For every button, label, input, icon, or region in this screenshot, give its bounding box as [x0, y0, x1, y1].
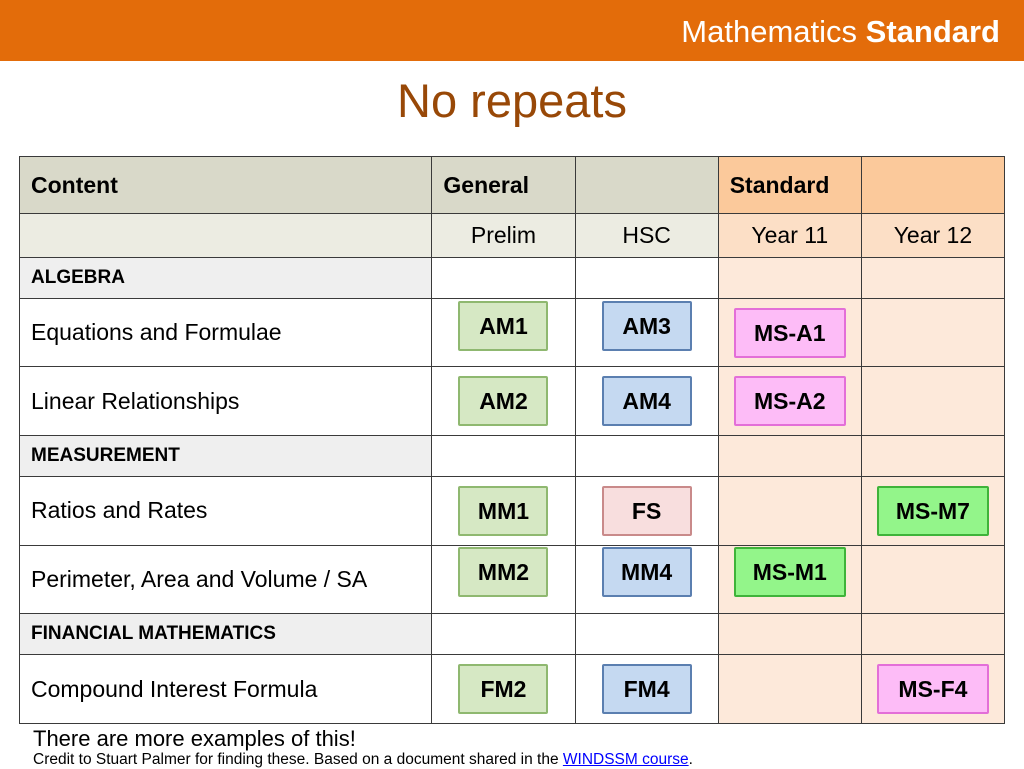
- course-badge: MS-M7: [877, 486, 989, 536]
- subheader-year-11: Year 11: [718, 214, 861, 257]
- empty-cell: [861, 257, 1004, 298]
- course-badge: FM4: [602, 664, 692, 714]
- course-badge: AM1: [458, 301, 548, 351]
- empty-cell: [861, 435, 1004, 476]
- col-header-standard-blank: [861, 157, 1004, 214]
- hsc-cell: [575, 477, 718, 545]
- subheader-blank: [20, 214, 432, 257]
- col-header-general: General: [432, 157, 575, 214]
- col-header-standard: Standard: [718, 157, 861, 214]
- empty-cell: [432, 435, 575, 476]
- credit-end: .: [688, 751, 693, 768]
- table-row: [20, 545, 1005, 613]
- table-row: [20, 367, 1005, 435]
- year-12-cell: [861, 367, 1004, 435]
- hsc-cell: [575, 298, 718, 366]
- footer-note: There are more examples of this!: [33, 726, 356, 751]
- slide-title: No repeats: [397, 74, 627, 127]
- row-label: Linear Relationships: [20, 367, 432, 435]
- year-12-cell: [861, 477, 1004, 545]
- course-badge: MS-F4: [877, 664, 989, 714]
- course-table: [19, 156, 1005, 724]
- hsc-cell: [575, 367, 718, 435]
- section-row-algebra: [20, 257, 1005, 298]
- prelim-cell: [432, 298, 575, 366]
- empty-cell: [861, 614, 1004, 655]
- empty-cell: [575, 435, 718, 476]
- course-badge: AM2: [458, 376, 548, 426]
- empty-cell: [718, 257, 861, 298]
- section-row-measurement: [20, 435, 1005, 476]
- year-11-cell: [718, 545, 861, 613]
- hsc-cell: [575, 655, 718, 724]
- hsc-cell: [575, 545, 718, 613]
- col-header-general-blank: [575, 157, 718, 214]
- table-row: [20, 655, 1005, 724]
- course-badge: MM2: [458, 547, 548, 597]
- subheader-year-12: Year 12: [861, 214, 1004, 257]
- row-label: Perimeter, Area and Volume / SA: [20, 545, 432, 613]
- course-badge: FM2: [458, 664, 548, 714]
- col-header-content: Content: [20, 157, 432, 214]
- subheader-hsc: HSC: [575, 214, 718, 257]
- course-badge: MS-M1: [734, 547, 846, 597]
- section-heading: FINANCIAL MATHEMATICS: [20, 614, 432, 655]
- table-row: [20, 477, 1005, 545]
- year-12-cell: [861, 655, 1004, 724]
- row-label: Compound Interest Formula: [20, 655, 432, 724]
- windssm-course-link[interactable]: WINDSSM course: [562, 751, 689, 768]
- top-bar: [0, 0, 1024, 61]
- course-badge: MS-A1: [734, 308, 846, 358]
- footer-credit: [33, 751, 693, 769]
- brand-emphasis: Standard: [865, 14, 1000, 49]
- year-11-cell: [718, 655, 861, 724]
- credit-text: Credit to Stuart Palmer for finding these. Based on a document shared in the: [33, 751, 559, 768]
- empty-cell: [718, 614, 861, 655]
- year-11-cell: [718, 298, 861, 366]
- header-row-2: [20, 214, 1005, 257]
- subheader-prelim: Prelim: [432, 214, 575, 257]
- section-heading: MEASUREMENT: [20, 435, 432, 476]
- course-badge: AM4: [602, 376, 692, 426]
- course-badge: MM1: [458, 486, 548, 536]
- section-row-financial: [20, 614, 1005, 655]
- course-badge: AM3: [602, 301, 692, 351]
- course-badge: MM4: [602, 547, 692, 597]
- row-label: Ratios and Rates: [20, 477, 432, 545]
- section-heading: ALGEBRA: [20, 257, 432, 298]
- row-label: Equations and Formulae: [20, 298, 432, 366]
- prelim-cell: [432, 545, 575, 613]
- empty-cell: [718, 435, 861, 476]
- empty-cell: [575, 614, 718, 655]
- course-badge: MS-A2: [734, 376, 846, 426]
- prelim-cell: [432, 477, 575, 545]
- table-row: [20, 298, 1005, 366]
- brand-prefix: Mathematics: [681, 14, 858, 49]
- empty-cell: [575, 257, 718, 298]
- course-badge: FS: [602, 486, 692, 536]
- empty-cell: [432, 614, 575, 655]
- year-11-cell: [718, 367, 861, 435]
- header-row-1: [20, 157, 1005, 214]
- empty-cell: [432, 257, 575, 298]
- year-12-cell: [861, 545, 1004, 613]
- year-11-cell: [718, 477, 861, 545]
- brand-title: [681, 14, 1000, 50]
- prelim-cell: [432, 367, 575, 435]
- prelim-cell: [432, 655, 575, 724]
- year-12-cell: [861, 298, 1004, 366]
